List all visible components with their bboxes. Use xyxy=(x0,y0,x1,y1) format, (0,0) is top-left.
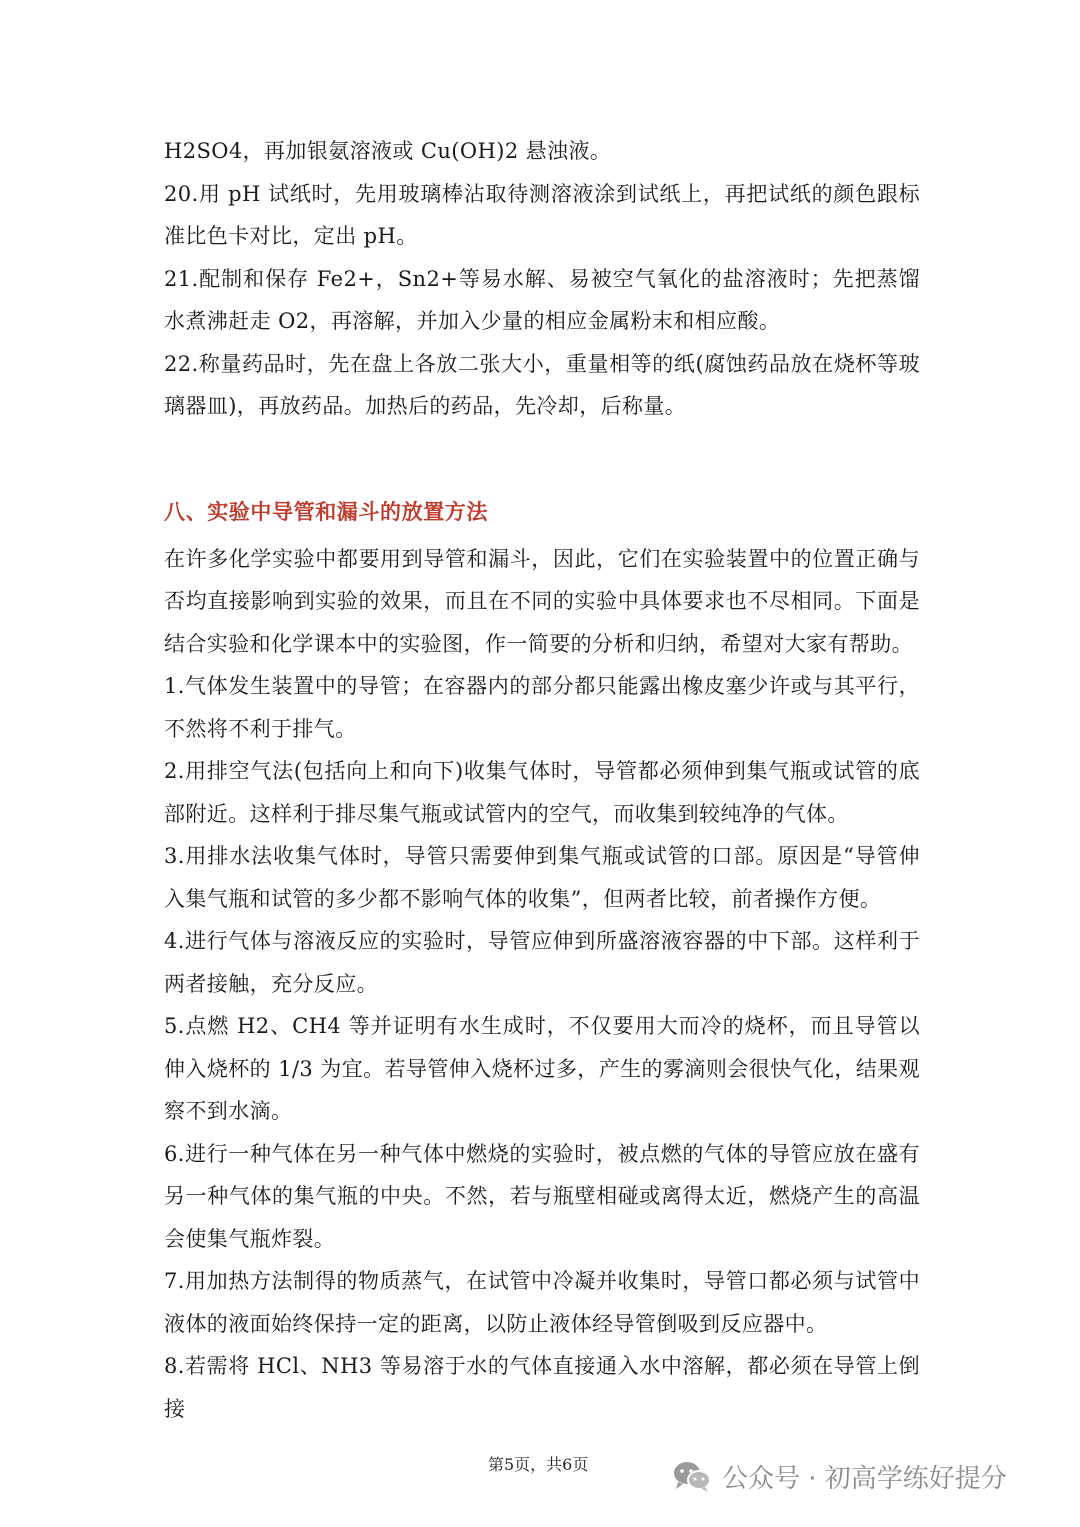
wechat-icon xyxy=(672,1460,712,1494)
paragraph: 6.进行一种气体在另一种气体中燃烧的实验时，被点燃的气体的导管应放在盛有另一种气体的集气瓶的中央。不然，若与瓶壁相碰或离得太近，燃烧产生的高温会使集气瓶炸裂。 xyxy=(164,1141,920,1251)
paragraph: 5.点燃 H2、CH4 等并证明有水生成时，不仅要用大而冷的烧杯，而且导管以伸入烧杯的 1/3 为宜。若导管伸入烧杯过多，产生的雾滴则会很快气化，结果观察不到水滴。 xyxy=(164,1014,920,1123)
watermark xyxy=(672,1458,1007,1495)
page-number: 第5页，共6页 xyxy=(488,1455,589,1474)
section-heading: 八、实验中导管和漏斗的放置方法 xyxy=(164,499,488,524)
paragraph: 1.气体发生装置中的导管；在容器内的部分都只能露出橡皮塞少许或与其平行，不然将不利于排气。 xyxy=(164,674,920,741)
paragraph: 22.称量药品时，先在盘上各放二张大小，重量相等的纸(腐蚀药品放在烧杯等玻璃器皿)，再放药品。加热后的药品，先冷却，后称量。 xyxy=(164,351,920,418)
page-footer xyxy=(0,1452,1080,1512)
paragraph: 20.用 pH 试纸时，先用玻璃棒沾取待测溶液涂到试纸上，再把试纸的颜色跟标准比色卡对比，定出 pH。 xyxy=(164,181,920,248)
paragraph: 2.用排空气法(包括向上和向下)收集气体时，导管都必须伸到集气瓶或试管的底部附近。这样利于排尽集气瓶或试管内的空气，而收集到较纯净的气体。 xyxy=(164,759,920,826)
paragraph: 21.配制和保存 Fe2+，Sn2+等易水解、易被空气氧化的盐溶液时；先把蒸馏水煮沸赶走 O2，再溶解，并加入少量的相应金属粉末和相应酸。 xyxy=(164,266,920,333)
paragraph: 3.用排水法收集气体时，导管只需要伸到集气瓶或试管的口部。原因是“导管伸入集气瓶和试管的多少都不影响气体的收集”，但两者比较，前者操作方便。 xyxy=(164,844,920,911)
paragraph: 7.用加热方法制得的物质蒸气，在试管中冷凝并收集时，导管口都必须与试管中液体的液面始终保持一定的距离，以防止液体经导管倒吸到反应器中。 xyxy=(164,1269,920,1336)
paragraph: 8.若需将 HCl、NH3 等易溶于水的气体直接通入水中溶解，都必须在导管上倒接 xyxy=(164,1354,920,1421)
paragraph: 4.进行气体与溶液反应的实验时，导管应伸到所盛溶液容器的中下部。这样利于两者接触，充分反应。 xyxy=(164,929,920,996)
paragraph: H2SO4，再加银氨溶液或 Cu(OH)2 悬浊液。 xyxy=(164,139,612,163)
watermark-text: 公众号 · 初高学练好提分 xyxy=(722,1464,1007,1494)
document-body xyxy=(164,130,920,1430)
paragraph: 在许多化学实验中都要用到导管和漏斗，因此，它们在实验装置中的位置正确与否均直接影响到实验的效果，而且在不同的实验中具体要求也不尽相同。下面是结合实验和化学课本中的实验图，作一简要的分析和归纳，希望对大家有帮助。 xyxy=(164,546,920,656)
